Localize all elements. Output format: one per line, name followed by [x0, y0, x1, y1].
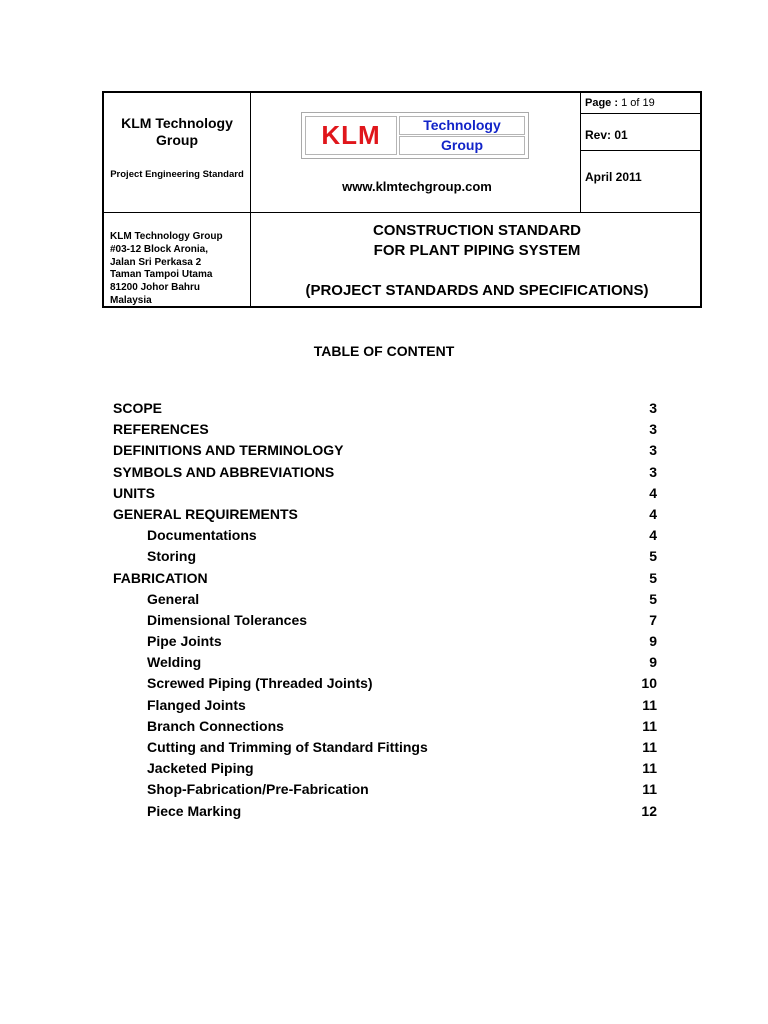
document-date: April 2011 [585, 170, 642, 184]
page-number [585, 97, 655, 109]
address-line: KLM Technology Group [110, 231, 223, 242]
page-value: 1 of 19 [621, 97, 655, 109]
toc-entry-page: 4 [649, 505, 657, 522]
toc-entry-label: General [147, 590, 200, 607]
toc-entry-label: Flanged Joints [147, 696, 246, 713]
document-title [252, 221, 702, 261]
toc-entry[interactable] [113, 484, 657, 505]
toc-entry-page: 12 [641, 802, 657, 819]
page-label: Page : [585, 97, 619, 109]
toc-entry-page: 5 [649, 590, 657, 607]
toc-entry-label: Pipe Joints [147, 633, 222, 650]
toc-subentry[interactable] [113, 611, 657, 632]
toc-entry-label: FABRICATION [113, 569, 208, 586]
toc-subentry[interactable] [113, 547, 657, 568]
table-of-contents [113, 399, 657, 823]
toc-subentry[interactable] [113, 632, 657, 653]
toc-entry[interactable] [113, 420, 657, 441]
toc-entry-page: 9 [649, 633, 657, 650]
toc-subentry[interactable] [113, 802, 657, 823]
toc-entry-label: Shop-Fabrication/Pre-Fabrication [147, 781, 369, 798]
toc-entry[interactable] [113, 505, 657, 526]
title-line-1: CONSTRUCTION STANDARD [372, 222, 582, 239]
toc-entry-page: 11 [642, 696, 657, 713]
toc-entry[interactable] [113, 463, 657, 484]
logo-technology-text: Technology [399, 116, 525, 135]
toc-entry-label: Cutting and Trimming of Standard Fittings [147, 739, 428, 755]
logo-group-text: Group [399, 136, 525, 155]
toc-entry-page: 11 [642, 739, 657, 755]
title-line-2: FOR PLANT PIPING SYSTEM [373, 242, 581, 259]
toc-entry-page: 5 [649, 569, 657, 586]
document-header-table [102, 91, 702, 308]
toc-entry-page: 10 [641, 675, 657, 692]
address-line: Taman Tampoi Utama [110, 269, 213, 281]
toc-subentry[interactable] [113, 653, 657, 674]
toc-entry-page: 11 [642, 781, 657, 798]
company-address [110, 231, 250, 308]
toc-entry-label: Storing [147, 548, 196, 565]
toc-entry-label: SYMBOLS AND ABBREVIATIONS [113, 463, 335, 480]
header-divider-middle [104, 212, 700, 213]
toc-entry-page: 5 [649, 548, 657, 565]
toc-entry-label: Dimensional Tolerances [147, 611, 308, 628]
toc-entry-label: DEFINITIONS AND TERMINOLOGY [113, 442, 344, 459]
address-line: 81200 Johor Bahru [110, 282, 201, 294]
toc-entry-page: 3 [649, 463, 657, 480]
toc-entry-page: 7 [649, 611, 657, 628]
toc-entry-page: 9 [649, 654, 657, 671]
toc-entry-page: 4 [649, 484, 657, 501]
toc-subentry[interactable] [113, 526, 657, 547]
toc-entry[interactable] [113, 441, 657, 462]
toc-subentry[interactable] [113, 674, 657, 695]
website-link[interactable]: www.klmtechgroup.com [342, 179, 492, 194]
toc-entry-label: Welding [147, 654, 202, 671]
toc-entry-label: Jacketed Piping [147, 760, 254, 777]
address-line: Jalan Sri Perkasa 2 [110, 256, 202, 268]
standard-type: Project Engineering Standard [110, 169, 244, 180]
company-name: KLM Technology Group [121, 115, 233, 148]
header-divider-page [580, 113, 700, 114]
toc-entry-label: SCOPE [113, 400, 163, 416]
toc-entry-label: GENERAL REQUIREMENTS [113, 505, 298, 522]
toc-entry[interactable] [113, 399, 657, 420]
header-divider-right [580, 93, 581, 212]
toc-entry-label: Branch Connections [147, 717, 284, 734]
address-line: #03-12 Block Aronia, [110, 243, 209, 255]
revision-number: Rev: 01 [585, 128, 628, 142]
toc-entry-page: 11 [642, 760, 657, 777]
toc-heading: TABLE OF CONTENT [313, 343, 455, 359]
toc-entry-label: Screwed Piping (Threaded Joints) [147, 675, 373, 692]
toc-entry[interactable] [113, 569, 657, 590]
toc-entry-page: 3 [649, 400, 657, 416]
toc-subentry[interactable] [113, 717, 657, 738]
toc-subentry[interactable] [113, 696, 657, 717]
header-divider-rev [580, 150, 700, 151]
document-subtitle: (PROJECT STANDARDS AND SPECIFICATIONS) [305, 282, 649, 299]
company-logo [301, 112, 529, 159]
toc-entry-label: UNITS [113, 484, 155, 501]
toc-subentry[interactable] [113, 738, 657, 759]
toc-subentry[interactable] [113, 759, 657, 780]
toc-entry-label: Piece Marking [147, 802, 242, 819]
address-line: Malaysia [110, 294, 152, 306]
toc-entry-page: 3 [649, 442, 657, 459]
toc-entry-page: 3 [649, 421, 657, 438]
toc-entry-label: REFERENCES [113, 421, 209, 438]
header-divider-left [250, 93, 251, 306]
logo-klm-text: KLM [305, 116, 397, 155]
toc-entry-label: Documentations [147, 527, 257, 544]
toc-entry-page: 11 [642, 717, 657, 734]
toc-subentry[interactable] [113, 590, 657, 611]
toc-entry-page: 4 [649, 527, 657, 544]
toc-subentry[interactable] [113, 780, 657, 801]
